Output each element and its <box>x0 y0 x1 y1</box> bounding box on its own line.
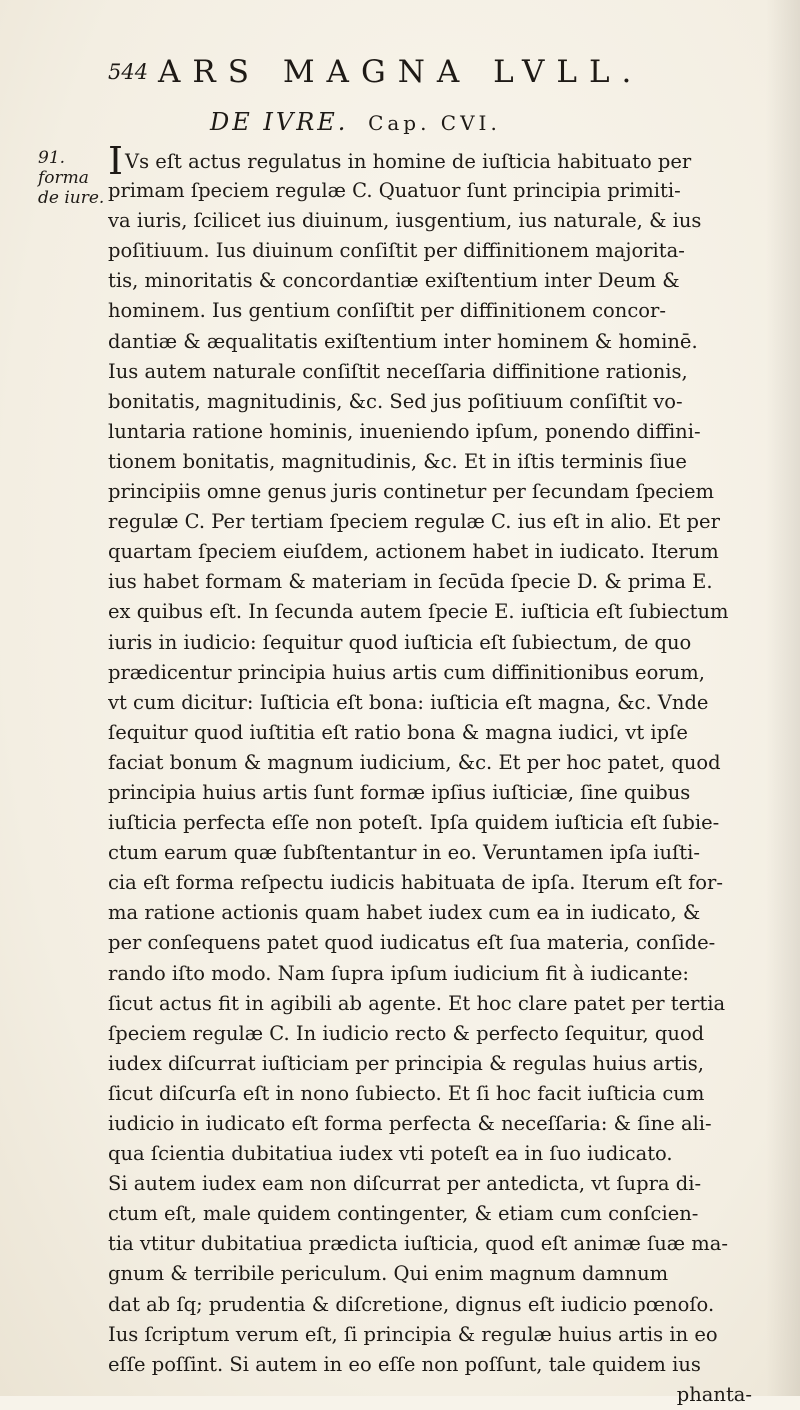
text-line: iuris in iudicio: ſequitur quod iuſticia eſt ſubiectum, de quo <box>108 630 692 654</box>
text-line: rando iſto modo. Nam ſupra ipſum iudicium fit à iudicante: <box>108 961 689 985</box>
catchword: phanta- <box>676 1382 752 1406</box>
text-line: gnum & terribile periculum. Qui enim magnum damnum <box>108 1262 669 1286</box>
text-line: ſicut actus fit in agibili ab agente. Et hoc clare patet per tertia <box>108 991 726 1015</box>
text-line: Ius autem naturale conſiſtit neceſſaria diffinitione rationis, <box>108 359 688 383</box>
text-line: regulæ C. Per tertiam ſpeciem regulæ C. ius eſt in alio. Et per <box>108 510 720 534</box>
running-title: ARS MAGNA LVLL. <box>158 54 644 90</box>
text-line: ſequitur quod iuſtitia eſt ratio bona & magna iudici, vt ipſe <box>108 720 688 744</box>
page-header <box>108 50 748 94</box>
marginal-note: 91. forma de iure. <box>38 148 105 208</box>
text-line: faciat bonum & magnum iudicium, &c. Et per hoc patet, quod <box>108 750 721 774</box>
text-line: dat ab ſq; prudentia & diſcretione, dignus eſt iudicio pœnoſo. <box>108 1292 715 1316</box>
text-line: tis, minoritatis & concordantiæ exiſtentium inter Deum & <box>108 269 680 293</box>
text-line: iudex diſcurrat iuſticiam per principia & regulas huius artis, <box>108 1051 705 1075</box>
page-number: 544 <box>108 60 149 84</box>
text-line: tia vtitur dubitatiua prædicta iuſticia, quod eſt animæ ſuæ ma- <box>108 1232 728 1256</box>
text-line: iudicio in iudicato eſt forma perfecta & neceſſaria: & ſine ali- <box>108 1112 712 1135</box>
text-line: Ius ſcriptum verum eſt, ſi principia & regulæ huius artis in eo <box>108 1322 718 1346</box>
text-line: principiis omne genus juris continetur per ſecundam ſpeciem <box>108 480 715 504</box>
text-line: iuſticia perfecta eſſe non poteſt. Ipſa quidem iuſticia eſt ſubie- <box>108 811 720 835</box>
text-line: ex quibus eſt. In ſecunda autem ſpecie E. iuſticia eſt ſubiectum <box>108 600 729 624</box>
text-line: ctum eſt, male quidem contingenter, & etiam cum conſcien- <box>108 1202 699 1226</box>
text-line: qua ſcientia dubitatiua iudex vti poteſt ea in ſuo iudicato. <box>108 1142 673 1166</box>
chapter-number: Cap. CVI. <box>368 111 501 135</box>
text-line: ſpeciem regulæ C. In iudicio recto & perfecto ſequitur, quod <box>108 1021 705 1045</box>
text-line: quartam ſpeciem eiuſdem, actionem habet in iudicato. Iterum <box>108 540 719 564</box>
text-line: ctum earum quæ ſubſtentantur in eo. Veruntamen ipſa iuſti- <box>108 841 700 865</box>
text-line: cia eſt forma reſpectu iudicis habituata de ipſa. Iterum eſt for- <box>108 871 723 895</box>
text-line: tionem bonitatis, magnitudinis, &c. Et in iſtis terminis ſiue <box>108 449 687 473</box>
text-line: eſſe poſſint. Si autem in eo eſſe non poſſunt, tale quidem ius <box>108 1352 701 1376</box>
text-line: poſitiuum. Ius diuinum conſiſtit per diffinitionem majorita- <box>108 239 685 263</box>
chapter-heading <box>210 108 501 136</box>
text-line: prædicentur principia huius artis cum diffinitionibus eorum, <box>108 660 705 684</box>
text-line: ius habet formam & materiam in ſecūda ſpecie D. & prima E. <box>108 570 713 594</box>
text-line: Si autem iudex eam non diſcurrat per antedicta, vt ſupra di- <box>108 1172 702 1196</box>
text-line: per conſequens patet quod iudicatus eſt ſua materia, conſide- <box>108 931 716 955</box>
body-text <box>108 146 758 1410</box>
text-line: ma ratione actionis quam habet iudex cum ea in iudicato, & <box>108 901 701 925</box>
text-line: hominem. Ius gentium conſiſtit per diffinitionem concor- <box>108 299 666 323</box>
text-line: I Vs eſt actus regulatus in homine de iuſticia habituato per <box>108 146 758 176</box>
text-line: bonitatis, magnitudinis, &c. Sed jus poſitiuum conſiſtit vo- <box>108 389 683 413</box>
drop-cap: I <box>108 146 124 177</box>
text-line: primam ſpeciem regulæ C. Quatuor ſunt principia primiti- <box>108 179 681 203</box>
text-line: ſicut diſcurſa eſt in nono ſubiecto. Et ſi hoc facit iuſticia cum <box>108 1081 705 1105</box>
text-line: luntaria ratione hominis, inueniendo ipſum, ponendo diffini- <box>108 419 701 443</box>
text-line: vt cum dicitur: Iuſticia eſt bona: iuſticia eſt magna, &c. Vnde <box>108 690 709 714</box>
page-edge-shadow <box>766 0 800 1396</box>
text-line: va iuris, ſcilicet ius diuinum, iusgentium, ius naturale, & ius <box>108 209 702 233</box>
chapter-title: DE IVRE. <box>210 108 349 136</box>
text-line: dantiæ & æqualitatis exiſtentium inter hominem & hominē. <box>108 329 698 353</box>
text-line: principia huius artis ſunt formæ ipſius iuſticiæ, ſine quibus <box>108 780 691 804</box>
